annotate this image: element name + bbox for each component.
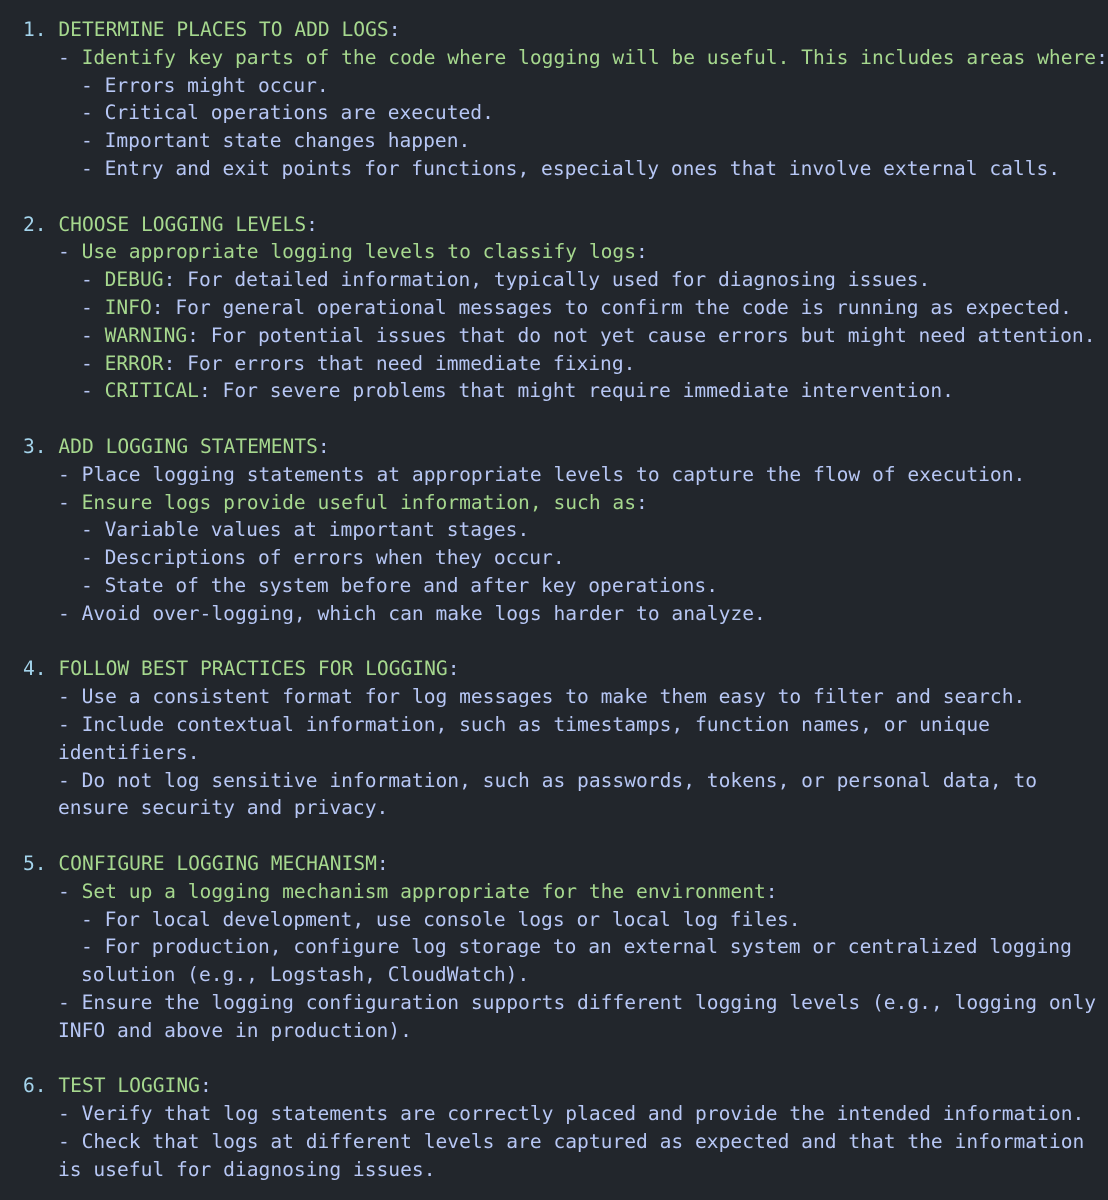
list-section bbox=[0, 433, 1089, 628]
item-text: : bbox=[1096, 45, 1108, 69]
sub-list-item bbox=[0, 350, 1089, 378]
heading-colon: : bbox=[306, 212, 318, 236]
item-text: - Do not log sensitive information, such as passwords, tokens, or personal data, to bbox=[58, 768, 1038, 792]
list-item bbox=[0, 1128, 1089, 1156]
section-heading-text: CONFIGURE LOGGING MECHANISM bbox=[58, 851, 377, 875]
sub-list-item bbox=[0, 266, 1089, 294]
item-text: - Critical operations are executed. bbox=[81, 101, 494, 125]
item-text: : bbox=[636, 490, 648, 514]
item-text: : bbox=[765, 879, 778, 903]
heading-colon: : bbox=[447, 657, 460, 681]
list-item bbox=[0, 1100, 1089, 1128]
section-number: 6. bbox=[23, 1074, 47, 1098]
list-section bbox=[0, 211, 1096, 406]
sub-list-item bbox=[0, 72, 1089, 100]
item-text: - Use a consistent format for log messages to make them easy to filter and search. bbox=[58, 685, 1026, 709]
list-item bbox=[0, 683, 1089, 711]
sub-list-item bbox=[0, 906, 1089, 934]
highlighted-text: INFO bbox=[104, 295, 152, 319]
item-text: - Check that logs at different levels are captured as expected and that the information bbox=[58, 1129, 1085, 1153]
item-text: - bbox=[58, 490, 82, 514]
section-heading bbox=[0, 850, 1089, 878]
item-text: - bbox=[81, 295, 105, 319]
sub-list-item bbox=[0, 294, 1089, 322]
section-number: 2. bbox=[23, 212, 47, 236]
sub-list-item bbox=[0, 127, 1089, 155]
item-text: - Include contextual information, such as timestamps, function names, or unique bbox=[58, 712, 990, 736]
item-text: is useful for diagnosing issues. bbox=[58, 1157, 436, 1181]
item-text: - Verify that log statements are correctly placed and provide the intended information. bbox=[58, 1102, 1085, 1126]
item-text: - bbox=[58, 240, 82, 264]
item-text: - Descriptions of errors when they occur. bbox=[81, 546, 565, 570]
sub-list-item bbox=[0, 516, 1089, 544]
highlighted-text: Identify key parts of the code where logging will be useful. This includes areas where bbox=[81, 45, 1097, 69]
heading-colon: : bbox=[376, 851, 389, 875]
list-item bbox=[0, 767, 1089, 795]
item-text: - bbox=[81, 323, 105, 347]
section-number: 4. bbox=[23, 657, 47, 681]
list-item bbox=[0, 794, 1089, 822]
list-item bbox=[0, 739, 1089, 767]
item-text: - bbox=[81, 268, 105, 292]
item-text: - Avoid over-logging, which can make logs harder to analyze. bbox=[58, 601, 766, 625]
list-item bbox=[0, 238, 1089, 266]
highlighted-text: WARNING bbox=[104, 323, 188, 347]
section-heading-text: ADD LOGGING STATEMENTS bbox=[58, 434, 318, 458]
item-text: - For production, configure log storage to an external system or centralized logging bbox=[81, 935, 1072, 959]
item-text: - bbox=[81, 351, 105, 375]
item-text: : For general operational messages to confirm the code is running as expected. bbox=[151, 295, 1072, 319]
item-text: ensure security and privacy. bbox=[58, 796, 389, 820]
item-text: : For severe problems that might require immediate intervention. bbox=[198, 379, 954, 403]
list-item bbox=[0, 600, 1089, 628]
item-text: - Ensure the logging configuration supports different logging levels (e.g., logging only bbox=[58, 990, 1097, 1014]
item-text: - For local development, use console logs or local log files. bbox=[81, 907, 801, 931]
list-item bbox=[0, 461, 1089, 489]
list-item bbox=[0, 489, 1089, 517]
highlighted-text: DEBUG bbox=[104, 268, 164, 292]
highlighted-text: CRITICAL bbox=[104, 379, 199, 403]
heading-colon: : bbox=[317, 434, 330, 458]
list-section bbox=[0, 16, 1108, 183]
highlighted-text: ERROR bbox=[104, 351, 164, 375]
item-text: - Place logging statements at appropriate levels to capture the flow of execution. bbox=[58, 462, 1026, 486]
highlighted-text: Use appropriate logging levels to classify logs bbox=[81, 240, 637, 264]
section-heading-text: FOLLOW BEST PRACTICES FOR LOGGING bbox=[58, 657, 448, 681]
section-heading-text: CHOOSE LOGGING LEVELS bbox=[58, 212, 307, 236]
item-text: - Errors might occur. bbox=[81, 73, 329, 97]
list-item bbox=[0, 1017, 1089, 1045]
item-text: identifiers. bbox=[58, 740, 200, 764]
heading-colon: : bbox=[199, 1074, 212, 1098]
section-heading-text: DETERMINE PLACES TO ADD LOGS bbox=[58, 18, 389, 41]
section-number: 5. bbox=[23, 851, 47, 875]
item-text: - State of the system before and after key operations. bbox=[81, 573, 719, 597]
list-item bbox=[0, 989, 1097, 1017]
sub-list-item bbox=[0, 155, 1089, 183]
sub-list-item bbox=[0, 377, 1089, 405]
highlighted-text: Set up a logging mechanism appropriate for the environment bbox=[81, 879, 766, 903]
item-text: - Entry and exit points for functions, especially ones that involve external calls. bbox=[81, 156, 1061, 180]
item-text: - bbox=[58, 879, 82, 903]
sub-list-item bbox=[0, 961, 1089, 989]
item-text: - Important state changes happen. bbox=[81, 129, 471, 153]
list-item bbox=[0, 44, 1108, 72]
list-section bbox=[0, 655, 1089, 822]
sub-list-item bbox=[0, 572, 1089, 600]
list-item bbox=[0, 711, 1089, 739]
list-section bbox=[0, 1072, 1089, 1183]
sub-list-item bbox=[0, 933, 1089, 961]
item-text: : For potential issues that do not yet cause errors but might need attention. bbox=[187, 323, 1096, 347]
item-text: : bbox=[636, 240, 648, 264]
section-heading bbox=[0, 433, 1089, 461]
item-text: : For detailed information, typically used for diagnosing issues. bbox=[163, 268, 931, 292]
list-item bbox=[0, 878, 1089, 906]
item-text: solution (e.g., Logstash, CloudWatch). bbox=[81, 963, 530, 987]
sub-list-item bbox=[0, 99, 1089, 127]
item-text: - bbox=[81, 379, 105, 403]
section-heading bbox=[0, 16, 1089, 44]
section-heading-text: TEST LOGGING bbox=[58, 1074, 200, 1098]
section-heading bbox=[0, 211, 1089, 239]
item-text: : For errors that need immediate fixing. bbox=[163, 351, 636, 375]
item-text: INFO and above in production). bbox=[58, 1018, 412, 1042]
highlighted-text: Ensure logs provide useful information, such as bbox=[81, 490, 637, 514]
section-heading bbox=[0, 655, 1089, 683]
sub-list-item bbox=[0, 544, 1089, 572]
list-section bbox=[0, 850, 1097, 1045]
item-text: - Variable values at important stages. bbox=[81, 518, 530, 542]
section-number: 3. bbox=[23, 434, 47, 458]
list-item bbox=[0, 1156, 1089, 1184]
section-heading bbox=[0, 1072, 1089, 1100]
item-text: - bbox=[58, 45, 82, 69]
heading-colon: : bbox=[388, 18, 401, 41]
section-number: 1. bbox=[23, 18, 47, 41]
sub-list-item bbox=[0, 322, 1096, 350]
